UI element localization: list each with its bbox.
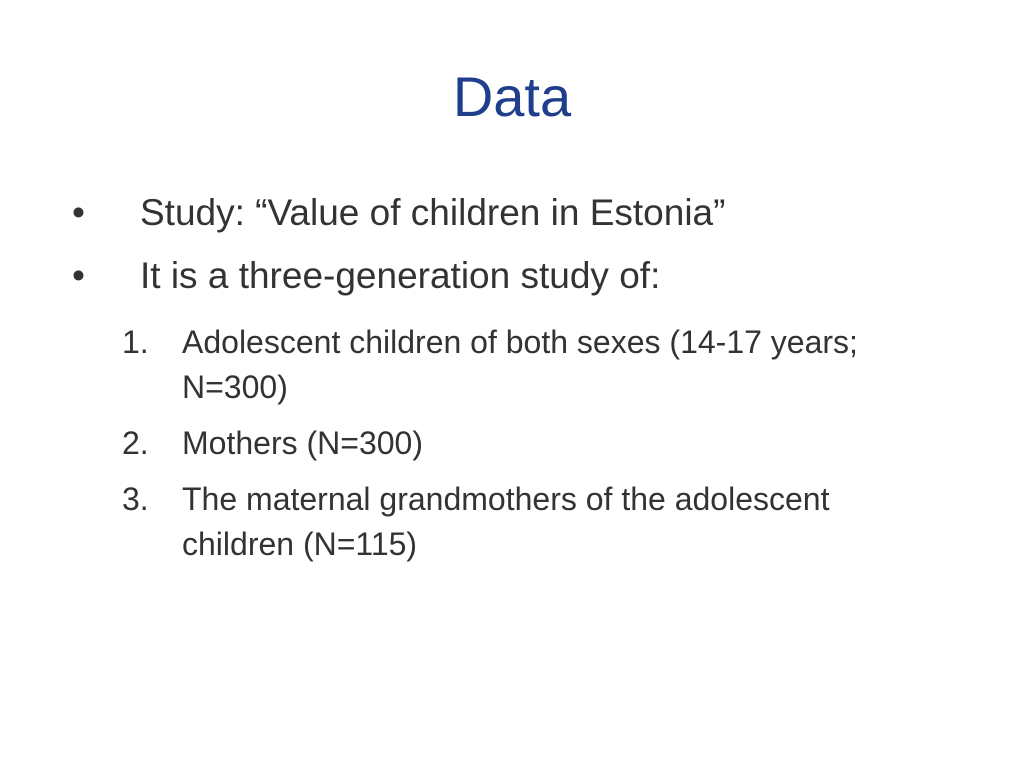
bullet-text: It is a three-generation study of: xyxy=(140,255,661,296)
bullet-list xyxy=(72,190,972,316)
bullet-marker: • xyxy=(72,255,85,296)
item-number: 1. xyxy=(122,324,149,360)
bullet-text: Study: “Value of children in Estonia” xyxy=(140,192,726,233)
numbered-item xyxy=(122,421,922,466)
bullet-item xyxy=(72,253,972,299)
item-number: 3. xyxy=(122,481,149,517)
numbered-item xyxy=(122,477,922,567)
numbered-item xyxy=(122,320,922,410)
item-number: 2. xyxy=(122,425,149,461)
item-text: The maternal grandmothers of the adolescent children (N=115) xyxy=(182,481,830,562)
slide-title: Data xyxy=(452,65,572,128)
bullet-marker: • xyxy=(72,192,85,233)
item-text: Mothers (N=300) xyxy=(182,425,423,461)
bullet-item xyxy=(72,190,972,236)
item-text: Adolescent children of both sexes (14-17 years; N=300) xyxy=(182,324,858,405)
numbered-list xyxy=(122,320,922,578)
